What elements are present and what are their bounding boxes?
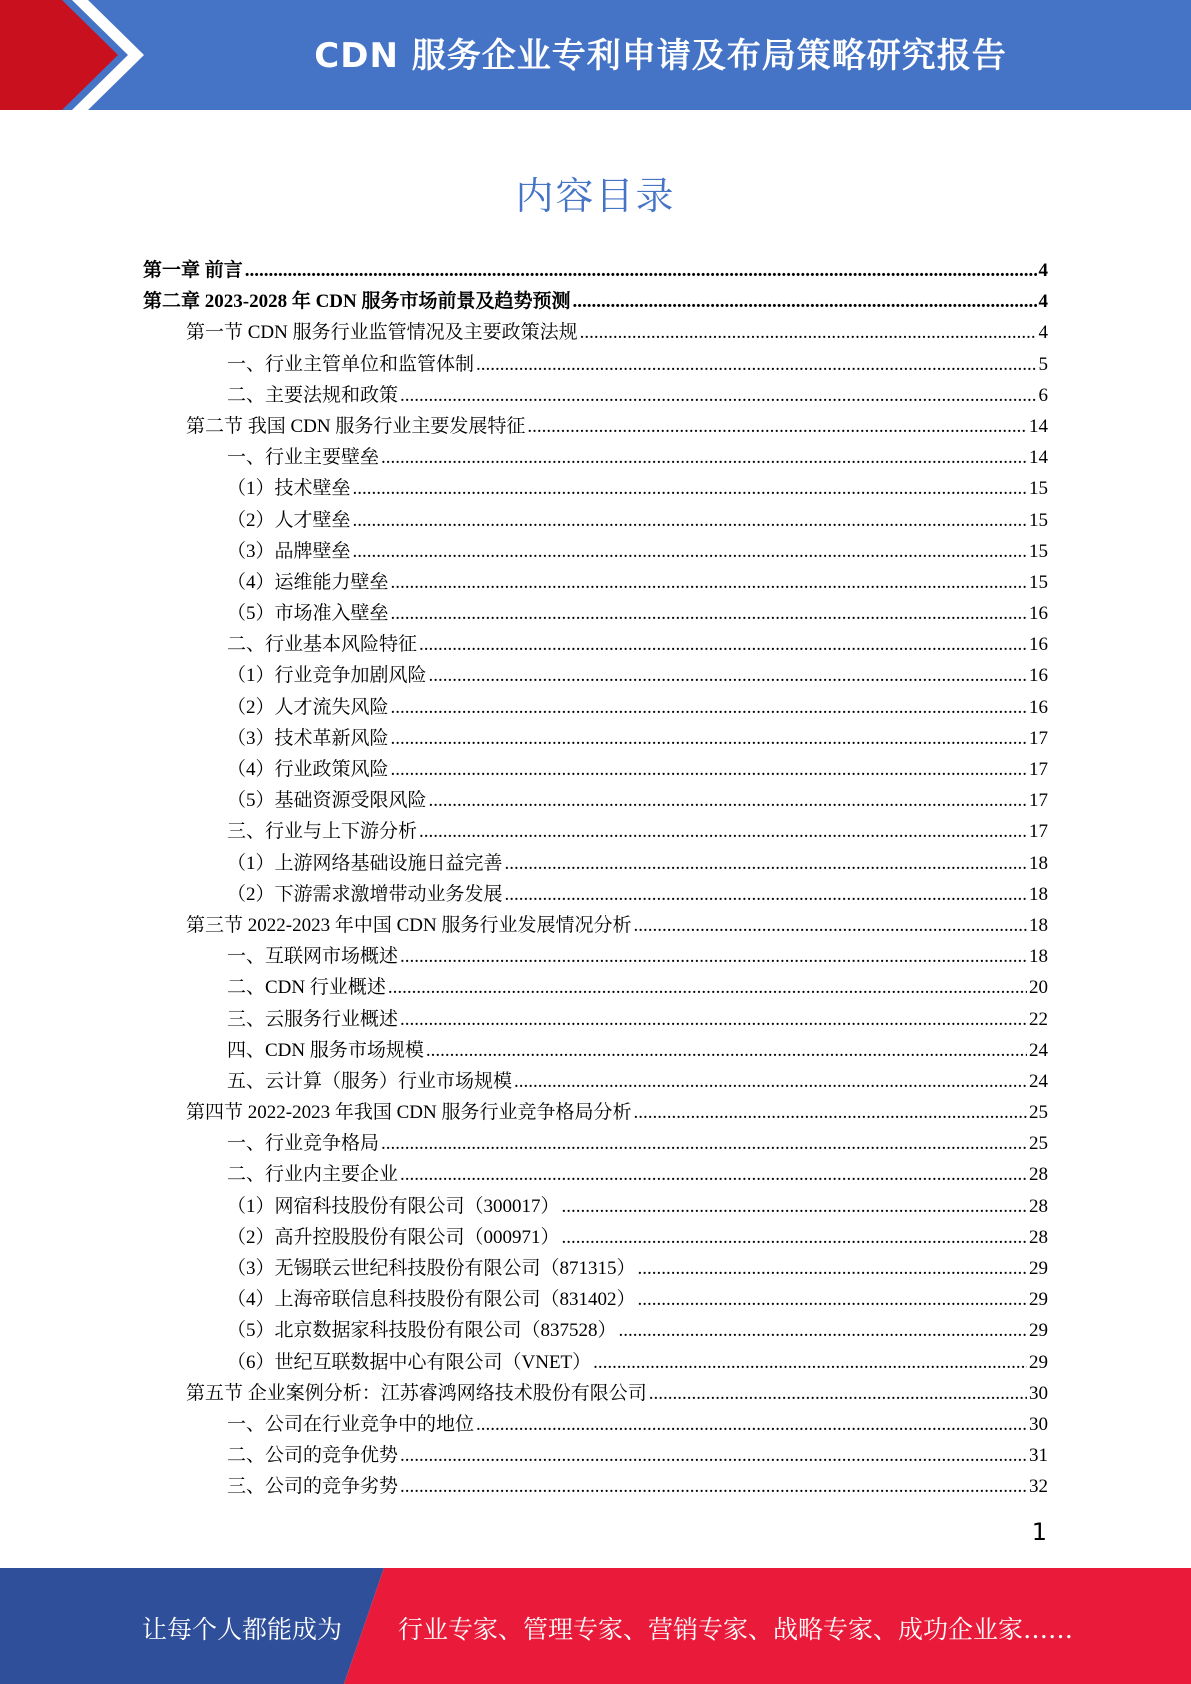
toc-leader-dots [429,785,1027,816]
toc-leader-dots [400,380,1036,411]
report-title: CDN 服务企业专利申请及布局策略研究报告 [314,36,1007,76]
toc-entry[interactable] [143,629,1048,660]
toc-entry[interactable] [143,723,1048,754]
toc-entry[interactable] [143,1004,1048,1035]
toc-leader-dots [245,255,1037,286]
toc-entry-page: 24 [1029,1070,1048,1092]
toc-leader-dots [638,1284,1027,1315]
toc-leader-dots [562,1222,1027,1253]
toc-entry-title: （2）人才流失风险 [227,696,389,718]
toc-entry-page: 4 [1038,322,1048,344]
toc-leader-dots [429,660,1027,691]
toc-entry-title: 三、云服务行业概述 [227,1008,399,1030]
toc-entry-page: 4 [1038,291,1048,313]
toc-entry-title: （5）基础资源受限风险 [227,790,427,812]
toc-leader-dots [633,910,1027,941]
toc-entry[interactable] [143,816,1048,847]
toc-entry-title: 四、CDN 服务市场规模 [227,1039,424,1061]
toc-entry[interactable] [143,1471,1048,1502]
toc-entry[interactable] [143,255,1048,286]
toc-entry[interactable] [143,1191,1048,1222]
toc-leader-dots [633,1097,1027,1128]
toc-entry[interactable] [143,442,1048,473]
toc-entry-page: 30 [1029,1382,1048,1404]
toc-entry-page: 16 [1029,665,1048,687]
toc-entry-page: 17 [1029,821,1048,843]
toc-entry-title: （4）上海帝联信息科技股份有限公司（831402） [227,1289,636,1311]
toc-leader-dots [619,1315,1027,1346]
toc-heading: 内容目录 [515,174,676,218]
toc-leader-dots [391,723,1027,754]
toc-entry-title: （4）运维能力壁垒 [227,571,389,593]
toc-entry-title: 第二节 我国 CDN 服务行业主要发展特征 [186,415,526,437]
toc-entry-page: 28 [1029,1226,1048,1248]
toc-entry[interactable] [143,1128,1048,1159]
toc-entry-page: 15 [1029,478,1048,500]
toc-entry[interactable] [143,1315,1048,1346]
toc-entry-title: （1）上游网络基础设施日益完善 [227,852,503,874]
toc-entry-title: 三、行业与上下游分析 [227,821,418,843]
toc-entry-page: 14 [1029,415,1048,437]
toc-entry-page: 18 [1029,852,1048,874]
toc-entry-title: 第一章 前言 [143,260,243,281]
toc-entry-title: 一、行业主要壁垒 [227,447,380,469]
toc-leader-dots [391,754,1027,785]
toc-leader-dots [505,879,1027,910]
toc-entry-page: 16 [1029,696,1048,718]
toc-entry-title: （4）行业政策风险 [227,759,389,780]
toc-entry-page: 18 [1029,946,1048,968]
toc-entry[interactable] [143,1035,1048,1066]
toc-entry[interactable] [143,660,1048,691]
page-number: 1 [1031,1518,1047,1546]
toc-leader-dots [419,816,1027,847]
toc-entry-page: 25 [1029,1102,1048,1124]
toc-entry-title: （1）行业竞争加剧风险 [227,665,427,687]
toc-entry-title: 第四节 2022-2023 年我国 CDN 服务行业竞争格局分析 [186,1102,632,1124]
toc-leader-dots [400,1004,1027,1035]
toc-entry[interactable] [143,1253,1048,1284]
toc-entry-page: 22 [1029,1008,1048,1030]
toc-entry-title: （2）人才壁垒 [227,509,351,531]
toc-entry[interactable] [143,1440,1048,1471]
toc-leader-dots [400,1471,1027,1502]
toc-entry[interactable] [143,598,1048,629]
toc-entry-title: 二、行业内主要企业 [227,1164,399,1186]
toc-entry-page: 16 [1029,603,1048,625]
toc-entry-page: 24 [1029,1039,1048,1061]
toc-entry-title: （1）网宿科技股份有限公司（300017） [227,1195,560,1217]
toc-entry[interactable] [143,1097,1048,1128]
toc-entry-title: 五、云计算（服务）行业市场规模 [227,1070,513,1092]
toc-entry[interactable] [143,1066,1048,1097]
toc-entry-page: 31 [1029,1445,1048,1467]
toc-entry-title: （1）技术壁垒 [227,478,351,500]
toc-entry[interactable] [143,879,1048,910]
toc-leader-dots [514,1066,1027,1097]
toc-entry[interactable] [143,286,1048,317]
toc-entry-page: 5 [1038,353,1048,375]
toc-leader-dots [391,598,1027,629]
toc-entry-page: 16 [1029,634,1048,656]
toc-leader-dots [353,536,1027,567]
toc-entry-page: 6 [1038,384,1048,406]
toc-leader-dots [593,1347,1027,1378]
toc-leader-dots [505,848,1027,879]
toc-entry[interactable] [143,473,1048,504]
toc-entry[interactable] [143,380,1048,411]
toc-entry-page: 17 [1029,727,1048,749]
toc-entry[interactable] [143,536,1048,567]
toc-entry-page: 29 [1029,1258,1048,1279]
toc-entry[interactable] [143,972,1048,1003]
footer-slogan-right: 行业专家、管理专家、营销专家、战略专家、成功企业家…… [398,1615,1074,1644]
toc-leader-dots [527,411,1027,442]
toc-leader-dots [400,941,1027,972]
toc-entry-title: 第一节 CDN 服务行业监管情况及主要政策法规 [186,322,578,344]
toc-entry[interactable] [143,1159,1048,1190]
toc-entry-page: 14 [1029,447,1048,469]
toc-entry-page: 29 [1029,1289,1048,1311]
toc-entry[interactable] [143,567,1048,598]
toc-leader-dots [353,473,1027,504]
toc-leader-dots [476,1409,1027,1440]
toc-entry-title: （2）高升控股股份有限公司（000971） [227,1226,560,1248]
toc-entry-title: （3）技术革新风险 [227,727,389,749]
toc-leader-dots [400,1159,1027,1190]
toc-entry-title: （2）下游需求激增带动业务发展 [227,883,503,905]
toc-entry[interactable] [143,1409,1048,1440]
toc-entry-page: 30 [1029,1413,1048,1435]
toc-entry-title: 二、主要法规和政策 [227,384,399,406]
toc-entry[interactable] [143,785,1048,816]
toc-entry[interactable] [143,848,1048,879]
footer-banner [0,1568,1191,1684]
toc-entry[interactable] [143,411,1048,442]
toc-leader-dots [649,1378,1027,1409]
toc-entry[interactable] [143,505,1048,536]
toc-entry[interactable] [143,1222,1048,1253]
toc-entry[interactable] [143,754,1048,785]
toc-entry-title: （3）品牌壁垒 [227,540,351,562]
toc-entry-page: 25 [1029,1133,1048,1155]
toc-entry[interactable] [143,910,1048,941]
toc-entry-title: 一、互联网市场概述 [227,946,399,968]
toc-entry[interactable] [143,317,1048,348]
toc-entry-title: 二、CDN 行业概述 [227,977,386,999]
toc-leader-dots [580,317,1037,348]
toc-entry-title: 二、公司的竞争优势 [227,1445,399,1467]
toc-entry[interactable] [143,1378,1048,1409]
toc-entry-page: 29 [1029,1351,1048,1373]
toc-leader-dots [419,629,1027,660]
toc-entry-page: 28 [1029,1195,1048,1217]
toc-entry-page: 15 [1029,540,1048,562]
toc-leader-dots [562,1191,1027,1222]
toc-leader-dots [426,1035,1027,1066]
footer-slogan-left: 让每个人都能成为 [142,1615,343,1644]
toc-entry-title: （3）无锡联云世纪科技股份有限公司（871315） [227,1258,636,1279]
toc-entry[interactable] [143,692,1048,723]
header-banner [0,0,1191,110]
toc-entry-title: 三、公司的竞争劣势 [227,1476,399,1498]
toc-leader-dots [391,567,1027,598]
toc-entry[interactable] [143,349,1048,380]
toc-entry-page: 18 [1029,883,1048,905]
toc-entry-page: 17 [1029,790,1048,812]
toc-entry-page: 29 [1029,1320,1048,1342]
toc-entry[interactable] [143,941,1048,972]
toc-entry-page: 15 [1029,509,1048,531]
toc-entry[interactable] [143,1284,1048,1315]
toc-entry-title: 二、行业基本风险特征 [227,634,418,656]
toc-leader-dots [388,972,1027,1003]
toc-entry-page: 32 [1029,1476,1048,1498]
toc-entry[interactable] [143,1347,1048,1378]
toc-entry-page: 20 [1029,977,1048,999]
toc-leader-dots [638,1253,1027,1284]
toc-entry-title: 第三节 2022-2023 年中国 CDN 服务行业发展情况分析 [186,914,632,936]
toc-leader-dots [400,1440,1027,1471]
toc-leader-dots [381,442,1027,473]
toc-entry-page: 4 [1038,260,1048,281]
toc-leader-dots [381,1128,1027,1159]
toc-entry-title: 一、公司在行业竞争中的地位 [227,1413,475,1435]
toc-leader-dots [573,286,1037,317]
toc-entry-page: 28 [1029,1164,1048,1186]
toc-leader-dots [353,505,1027,536]
toc-entry-title: 一、行业竞争格局 [227,1133,380,1155]
toc-entry-title: 一、行业主管单位和监管体制 [227,353,475,375]
toc-entry-page: 18 [1029,914,1048,936]
toc-entry-title: （5）市场准入壁垒 [227,603,389,625]
toc-entry-title: （6）世纪互联数据中心有限公司（VNET） [227,1351,592,1373]
toc-entry-title: 第二章 2023-2028 年 CDN 服务市场前景及趋势预测 [143,291,571,313]
table-of-contents [143,255,1048,1503]
toc-entry-page: 17 [1029,759,1048,780]
toc-leader-dots [476,349,1036,380]
toc-entry-title: （5）北京数据家科技股份有限公司（837528） [227,1320,617,1342]
toc-entry-page: 15 [1029,571,1048,593]
toc-leader-dots [391,692,1027,723]
toc-entry-title: 第五节 企业案例分析：江苏睿鸿网络技术股份有限公司 [186,1382,647,1404]
